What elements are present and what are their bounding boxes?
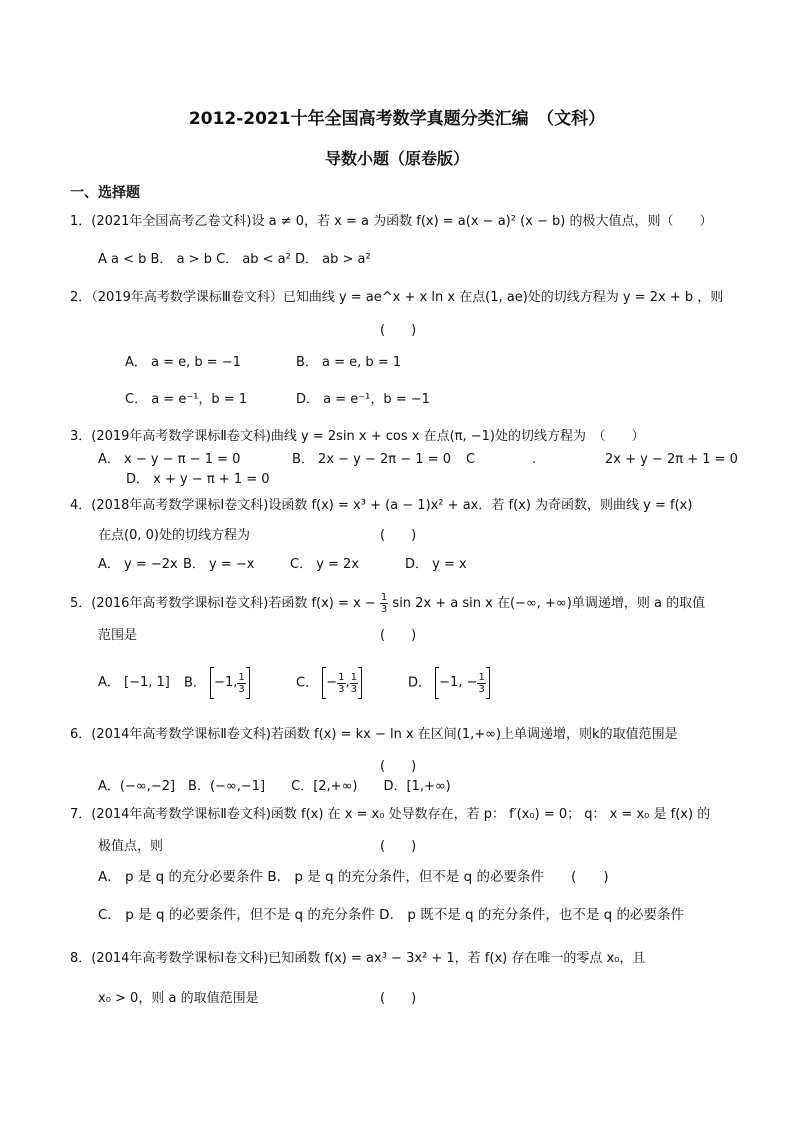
interval-bracket: − $\frac{1}{3}$ , $\frac{1}{3}$ — [322, 666, 362, 700]
right-bracket — [486, 667, 490, 699]
question-2-stem: 2．（2019年高考数学课标Ⅲ卷文科）已知曲线 y = ae^x + x ln x 在点(1, ae)处的切线方程为 y = 2x + b ，则 — [70, 290, 724, 305]
right-bracket — [358, 667, 362, 699]
interval-left: −1, − — [439, 675, 478, 690]
question-8-paren: ( ) — [380, 991, 417, 1006]
document-subtitle: 导数小题（原卷版） — [324, 149, 469, 168]
question-3-option-c-value: 2x + y − 2π + 1 = 0 — [605, 452, 738, 467]
fraction — [350, 672, 358, 695]
question-6-paren: ( ) — [380, 759, 417, 774]
question-1-stem: 1．(2021年全国高考乙卷文科)设 a ≠ 0，若 x = a 为函数 f(x) = a(x − a)² (x − b) 的极大值点，则（ ） — [70, 214, 713, 229]
fraction — [237, 672, 245, 695]
question-3-option-c-dot: . — [532, 452, 537, 467]
fraction-denominator: 3 — [338, 683, 345, 695]
question-7-options-cd: C． p 是 q 的必要条件，但不是 q 的充分条件 D． p 既不是 q 的充分条件，也不是 q 的必要条件 — [98, 907, 685, 923]
question-6-stem: 6．(2014年高考数学课标Ⅱ卷文科)若函数 f(x) = kx − ln x 在区间(1,+∞)上单调递增，则k的取值范围是 — [70, 727, 678, 742]
fraction — [337, 672, 345, 695]
question-3-option-a: A． x − y − π − 1 = 0 — [98, 452, 241, 467]
fraction-numerator: 1 — [478, 671, 485, 683]
question-4-stem: 4．(2018年高考数学课标Ⅰ卷文科)设函数 f(x) = x³ + (a − 1)x² + ax．若 f(x) 为奇函数，则曲线 y = f(x) — [70, 498, 693, 513]
interval-bracket — [435, 666, 490, 700]
fraction — [477, 672, 485, 695]
question-4-option-a: A． y = −2x — [98, 557, 178, 572]
question-2-option-d: D． a = e⁻¹，b = −1 — [296, 392, 430, 407]
question-8-stem: 8．(2014年高考数学课标Ⅰ卷文科)已知函数 f(x) = ax³ − 3x² + 1，若 f(x) 存在唯一的零点 x₀，且 — [70, 951, 646, 966]
question-2-option-a: A． a = e, b = −1 — [125, 355, 241, 370]
question-5-stem — [70, 592, 705, 615]
question-5-option-d — [408, 666, 490, 701]
document-title: 2012-2021十年全国高考数学真题分类汇编 （文科） — [188, 109, 606, 129]
fraction-denominator: 3 — [380, 604, 388, 615]
question-5-paren: ( ) — [380, 628, 417, 643]
question-4-option-c: C． y = 2x — [290, 557, 360, 572]
interval-left: −1, — [214, 675, 238, 690]
question-3-option-b: B． 2x − y − 2π − 1 = 0 — [292, 452, 451, 467]
question-4-option-d: D． y = x — [405, 557, 467, 572]
question-7-paren: ( ) — [380, 839, 417, 854]
question-2-option-c: C． a = e⁻¹，b = 1 — [125, 392, 248, 407]
fraction-denominator: 3 — [478, 683, 485, 695]
question-5-option-a: A． [−1, 1] — [98, 675, 170, 690]
option-b-label: B． — [184, 675, 206, 691]
question-5-option-b — [184, 666, 250, 701]
question-6-options: A．(−∞,−2] B．(−∞,−1] C．[2,+∞) D．[1,+∞) — [98, 779, 451, 794]
question-8-line2: x₀ > 0，则 a 的取值范围是 — [98, 991, 259, 1006]
question-7-stem: 7．(2014年高考数学课标Ⅱ卷文科)函数 f(x) 在 x = x₀ 处导数存在，若 p： f′(x₀) = 0； q： x = x₀ 是 f(x) 的 — [70, 807, 711, 822]
question-5-stem-b: sin 2x + a sin x 在(−∞, +∞)单调递增，则 a 的取值 — [392, 596, 706, 611]
question-2-option-b: B． a = e, b = 1 — [296, 355, 402, 370]
fraction-numerator: 1 — [238, 671, 245, 683]
question-7-line2: 极值点，则 — [98, 839, 164, 854]
question-2-paren: ( ) — [380, 323, 417, 338]
question-3-option-d: D． x + y − π + 1 = 0 — [126, 472, 270, 487]
question-5-option-c — [296, 666, 362, 701]
option-c-label: C． — [296, 675, 319, 691]
question-1-options: A a < b B． a > b C． ab < a² D． ab > a² — [98, 252, 371, 267]
option-d-label: D． — [408, 675, 432, 691]
question-4-line2: 在点(0, 0)处的切线方程为 — [98, 528, 250, 543]
fraction — [380, 592, 388, 615]
question-4-paren: ( ) — [380, 528, 417, 543]
question-7-options-ab: A． p 是 q 的充分必要条件 B． p 是 q 的充分条件，但不是 q 的必要条件 ( ) — [98, 869, 609, 885]
question-4-option-b: B． y = −x — [183, 557, 255, 572]
right-bracket — [246, 667, 250, 699]
question-3-stem: 3．(2019年高考数学课标Ⅱ卷文科)曲线 y = 2sin x + cos x 在点(π, −1)处的切线方程为 （ ） — [70, 429, 645, 444]
fraction-numerator: 1 — [350, 671, 358, 683]
interval-bracket — [210, 666, 250, 700]
fraction-numerator: 1 — [380, 592, 388, 603]
question-3-option-c-letter: C — [466, 452, 476, 467]
interval-minus: − — [326, 675, 338, 690]
fraction-denominator: 3 — [350, 683, 358, 695]
fraction-denominator: 3 — [238, 683, 245, 695]
section-heading: 一、选择题 — [70, 185, 140, 201]
question-5-line2: 范围是 — [98, 628, 138, 643]
fraction-numerator: 1 — [338, 671, 345, 683]
question-5-stem-a: 5．(2016年高考数学课标Ⅰ卷文科)若函数 f(x) = x − — [70, 596, 376, 611]
